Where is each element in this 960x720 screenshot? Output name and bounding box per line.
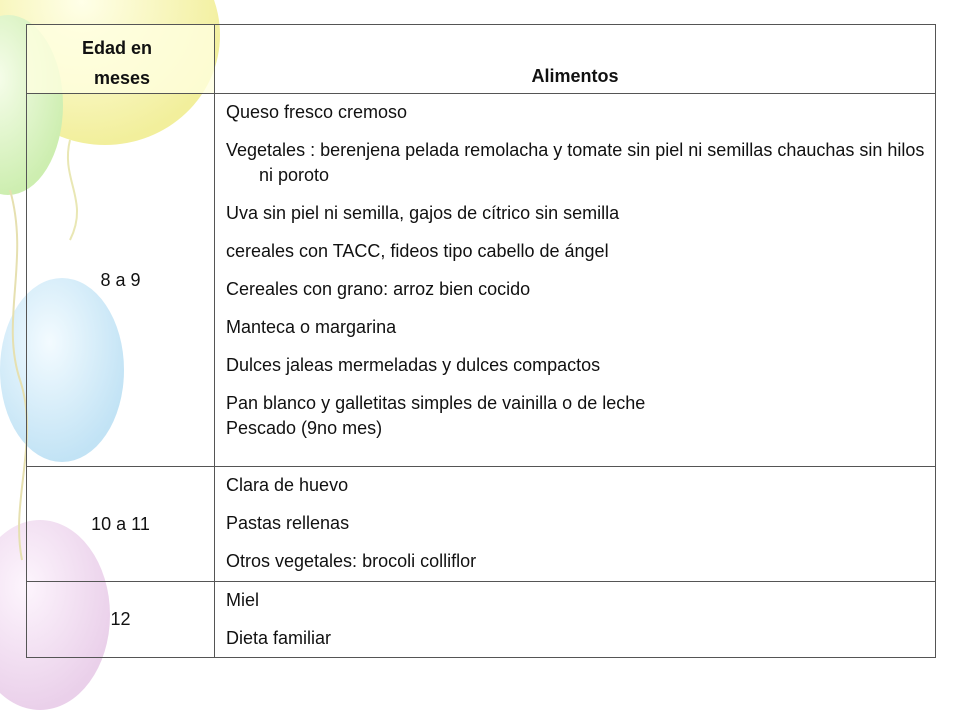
food-item: Uva sin piel ni semilla, gajos de cítrico sin semilla [226,203,620,223]
food-item: Clara de huevo [226,475,349,495]
food-item: Cereales con grano: arroz bien cocido [226,279,531,299]
age-cell: 10 a 11 [27,467,215,582]
food-item: Manteca o margarina [226,317,397,337]
food-introduction-table [26,24,936,658]
foods-cell [215,467,936,582]
food-item: Dulces jaleas mermeladas y dulces compactos [226,355,601,375]
header-age-line-1: Edad en [82,38,153,58]
food-item: Queso fresco cremoso [226,102,408,122]
header-age [27,25,215,94]
foods-cell [215,582,936,658]
header-age-line-2: meses [94,68,151,88]
food-item: Pescado (9no mes) [226,418,383,438]
header-foods: Alimentos [215,25,936,94]
food-item: Miel [226,590,260,610]
food-item: Pastas rellenas [226,513,350,533]
food-item: Pan blanco y galletitas simples de vainilla o de leche [226,393,646,413]
table-row [27,467,936,582]
table-row [27,582,936,658]
table-row [27,94,936,467]
age-cell: 12 [27,582,215,658]
food-item: Vegetales : berenjena pelada remolacha y tomate sin piel ni semillas chauchas sin hilos ni poroto [226,140,925,185]
food-item: Dieta familiar [226,628,332,648]
food-item: cereales con TACC, fideos tipo cabello de ángel [226,241,609,261]
food-item: Otros vegetales: brocoli colliflor [226,551,477,571]
age-cell: 8 a 9 [27,94,215,467]
foods-cell [215,94,936,467]
table-header-row [27,25,936,94]
